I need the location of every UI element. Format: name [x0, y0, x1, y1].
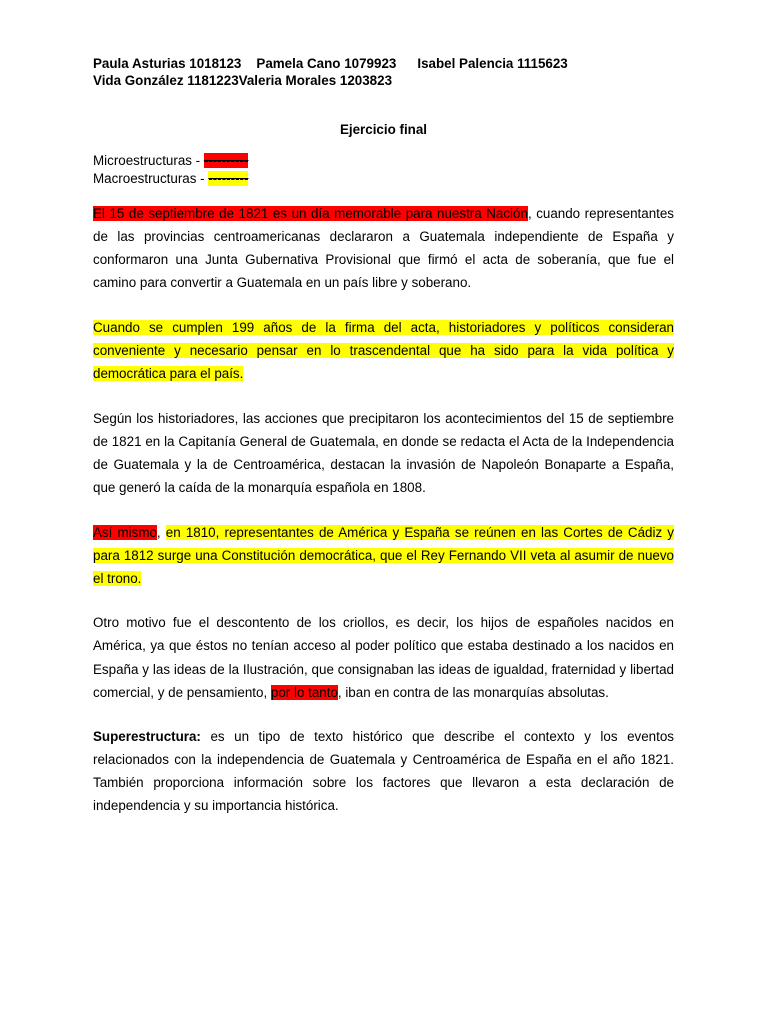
paragraph-5	[93, 611, 674, 703]
paragraph-1	[93, 202, 674, 294]
paragraph-text: ,	[156, 524, 166, 540]
legend-macro	[93, 170, 674, 188]
author-name	[93, 72, 239, 89]
macro-highlight: Cuando se cumplen 199 años de la firma del acta, historiadores y políticos consideran conveniente y necesario pensar en lo trascendental que ha sido para la vida política y democrática para el país.	[93, 319, 674, 382]
macro-highlight: en 1810, representantes de América y España se reúnen en las Cortes de Cádiz y para 1812 surge una Constitución democrática, que el Rey Fernando VII veta al asumir de nuevo el trono.	[93, 524, 674, 586]
micro-highlight: El 15 de septiembre de 1821 es un día memorable para nuestra Nación	[93, 206, 528, 221]
micro-highlight: por lo tanto	[270, 684, 338, 700]
legend	[93, 152, 674, 188]
legend-macro-label: Macroestructuras -	[93, 171, 209, 186]
paragraph-text: Otro motivo fue el descontento de los criollos, es decir, los hijos de españoles nacidos en América, ya que éstos no tenían acceso al poder político que estaba destinado a los nacidos en España y las ideas de la Ilustración, que consignaban las ideas de igualdad, fraternidad y libertad comercial, y de pensamiento,	[93, 615, 674, 700]
legend-micro	[93, 152, 674, 170]
superstructure-label: Superestructura:	[93, 729, 201, 745]
legend-micro-label: Microestructuras -	[93, 153, 204, 168]
paragraph-2	[93, 316, 674, 385]
paragraph-text: es un tipo de texto histórico que describe el contexto y los eventos relacionados con la independencia de Guatemala y Centroamérica de España en el año 1821. También proporciona información sobre los factores que llevaron a esta declaración de independencia y su importancia histórica.	[93, 729, 674, 814]
author-name-first: Vida González 1181223	[93, 73, 239, 88]
author-name: Isabel Palencia 1115623	[417, 56, 568, 71]
paragraph-text: , iban en contra de las monarquías absolutas.	[337, 684, 609, 700]
document-title: Ejercicio final	[339, 122, 428, 137]
author-name: Paula Asturias 1018123	[93, 56, 242, 71]
micro-highlight: Así mismo	[93, 524, 157, 540]
document-body	[93, 55, 674, 818]
author-name: Pamela Cano 1079923	[256, 56, 397, 71]
legend-micro-marker: ----------	[203, 153, 249, 168]
paragraph-6	[93, 725, 674, 817]
paragraph-text: , cuando representantes de las provincias centroamericanas declararon a Guatemala independiente de España y conformaron una Junta Gubernativa Provisional que firmó el acta de soberanía, que fue el camino para convertir a Guatemala en un país libre y soberano.	[93, 206, 675, 291]
paragraph-3	[93, 407, 674, 499]
author-name: Valeria Morales 1203823	[238, 73, 393, 88]
author-list	[93, 55, 674, 89]
legend-macro-marker: ---------	[208, 171, 249, 186]
paragraph-text: Según los historiadores, las acciones que precipitaron los acontecimientos del 15 de septiembre de 1821 en la Capitanía General de Guatemala, en donde se redacta el Acta de la Independencia de Guatemala y la de Centroamérica, destacan la invasión de Napoleón Bonaparte a España, que generó la caída de la monarquía española en 1808.	[93, 410, 674, 495]
paragraph-4	[93, 521, 674, 590]
